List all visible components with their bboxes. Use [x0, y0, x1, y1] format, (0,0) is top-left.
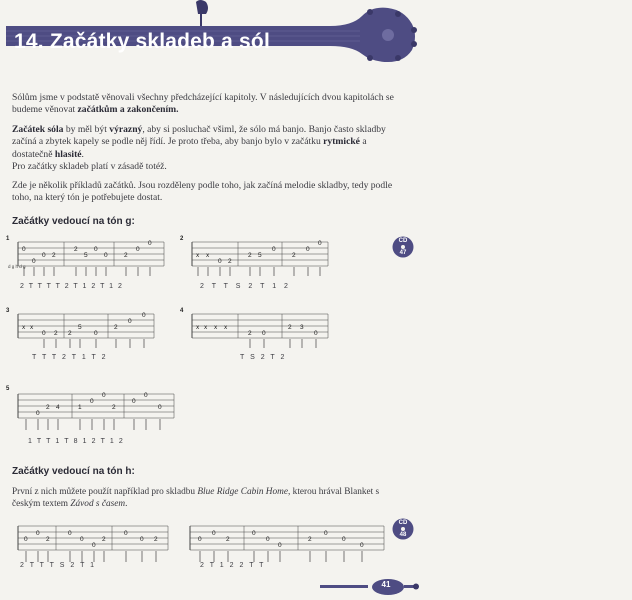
svg-text:x: x	[196, 252, 200, 259]
svg-text:0: 0	[124, 530, 128, 537]
svg-text:0: 0	[80, 536, 84, 543]
svg-text:0: 0	[360, 542, 364, 549]
text-segment: .	[125, 499, 128, 510]
svg-text:2: 2	[292, 252, 296, 259]
blue-ridge-paragraph	[12, 486, 404, 511]
svg-text:x: x	[196, 324, 200, 331]
svg-text:0: 0	[314, 330, 318, 337]
song-start-note: Pro začátky skladeb platí v zásadě totéž.	[12, 161, 167, 173]
svg-text:0: 0	[272, 246, 276, 253]
svg-text:2: 2	[288, 324, 292, 331]
svg-text:0: 0	[42, 330, 46, 337]
finger-labels-h-b: 2 T 1 2 2 T T	[200, 562, 266, 569]
svg-text:0: 0	[218, 258, 222, 265]
svg-text:0: 0	[90, 398, 94, 405]
text-segment: by měl být	[63, 124, 110, 135]
chapter-banner	[0, 0, 425, 70]
svg-text:3: 3	[300, 324, 304, 331]
finger-labels-5: 1 T T 1 T 8 1 2 T 1 2	[28, 438, 125, 445]
text-segment: První z nich můžete použít například pro skladbu	[12, 487, 198, 497]
svg-text:0: 0	[104, 252, 108, 259]
example-number: 4	[180, 308, 184, 314]
svg-text:4: 4	[56, 404, 60, 411]
page-number: 41	[381, 580, 391, 589]
svg-text:0: 0	[32, 258, 36, 265]
svg-text:0: 0	[342, 536, 346, 543]
tab-example-3	[8, 306, 158, 358]
emphasis-hlasite: hlasité	[54, 148, 82, 160]
example-number: 1	[6, 236, 10, 242]
svg-text:2: 2	[114, 324, 118, 331]
svg-text:2: 2	[68, 330, 72, 337]
cd-track-number: 48	[399, 532, 407, 538]
svg-text:0: 0	[132, 398, 136, 405]
finger-labels-h-a: 2 T T T S 2 T 1	[20, 562, 97, 569]
svg-text:0: 0	[128, 318, 132, 325]
svg-text:0: 0	[158, 404, 162, 411]
svg-text:0: 0	[148, 240, 152, 247]
svg-text:0: 0	[36, 530, 40, 537]
chapter-title: 14. Začátky skladeb a sól	[14, 30, 270, 53]
tab-example-4	[182, 306, 332, 358]
text-segment: a dostatečně	[12, 136, 367, 160]
svg-text:x: x	[30, 324, 34, 331]
example-number: 2	[180, 236, 184, 242]
example-number: 5	[6, 386, 10, 392]
svg-text:5: 5	[78, 324, 82, 331]
svg-text:2: 2	[124, 252, 128, 259]
svg-text:2: 2	[102, 536, 106, 543]
svg-text:0: 0	[142, 312, 146, 319]
banjo-footer-graphic	[320, 578, 420, 596]
finger-labels-3: T T T 2 T 1 T 2	[32, 354, 108, 361]
song-title-blue-ridge: Blue Ridge Cabin Home	[197, 487, 289, 497]
emphasis-vyrazny: výrazný	[109, 124, 143, 135]
svg-text:2: 2	[308, 536, 312, 543]
svg-text:2: 2	[46, 404, 50, 411]
examples-intro-paragraph	[12, 180, 404, 205]
text-segment: , aby si posluchač všiml, že sólo má banjo. Banjo často skladby začíná a zbytek kapely se podle něj řídí. Je proto třeba, aby banjo bylo v začátku	[12, 124, 386, 148]
svg-text:0: 0	[24, 536, 28, 543]
cd-label-top: CD	[398, 520, 408, 526]
section-heading-h: Začátky vedoucí na tón h:	[12, 466, 135, 477]
svg-text:0: 0	[306, 246, 310, 253]
emphasis-rytmicke: rytmické	[323, 136, 360, 148]
svg-text:0: 0	[318, 240, 322, 247]
svg-text:2: 2	[228, 258, 232, 265]
svg-text:2: 2	[248, 330, 252, 337]
svg-text:5: 5	[84, 252, 88, 259]
tab-example-1	[8, 234, 168, 286]
svg-text:2: 2	[226, 536, 230, 543]
svg-text:2: 2	[46, 536, 50, 543]
song-title-zavod: Závod s časem	[70, 499, 126, 510]
svg-text:0: 0	[262, 330, 266, 337]
tab-example-2	[182, 234, 332, 286]
svg-text:1: 1	[78, 404, 82, 411]
svg-text:2: 2	[112, 404, 116, 411]
svg-text:0: 0	[198, 536, 202, 543]
cd-track-number: 47	[399, 250, 407, 256]
svg-text:2: 2	[248, 252, 252, 259]
text-segment: , kterou hrával Blanket s českým textem	[12, 487, 380, 510]
svg-text:0: 0	[42, 252, 46, 259]
section-heading-g: Začátky vedoucí na tón g:	[12, 216, 135, 227]
tab-example-5	[8, 380, 178, 440]
svg-text:d g h d g: d g h d g	[8, 264, 26, 269]
svg-text:2: 2	[52, 252, 56, 259]
svg-text:0: 0	[266, 536, 270, 543]
text-segment: .	[81, 148, 84, 160]
svg-text:x: x	[206, 252, 210, 259]
svg-text:0: 0	[212, 530, 216, 537]
examples-intro-text: Zde je několik příkladů začátků. Jsou rozděleny podle toho, jak začíná melodie skladby, tedy podle toho, na který tón je potřebujete dostat.	[12, 180, 393, 204]
svg-text:0: 0	[140, 536, 144, 543]
svg-text:0: 0	[92, 542, 96, 549]
cd-label-top: CD	[398, 238, 408, 244]
svg-text:0: 0	[68, 530, 72, 537]
svg-text:0: 0	[94, 330, 98, 337]
svg-text:x: x	[204, 324, 208, 331]
svg-text:x: x	[224, 324, 228, 331]
finger-labels-2: 2 T T S 2 T 1 2	[200, 283, 291, 290]
svg-text:x: x	[214, 324, 218, 331]
svg-text:0: 0	[94, 246, 98, 253]
svg-text:x: x	[22, 324, 26, 331]
svg-text:0: 0	[324, 530, 328, 537]
intro-text: Sólům jsme v podstatě věnovali všechny předcházející kapitoly. V následujících dvou kapitolách se budeme věnovat	[12, 92, 394, 116]
svg-text:0: 0	[278, 542, 282, 549]
svg-text:0: 0	[22, 246, 26, 253]
svg-text:2: 2	[54, 330, 58, 337]
example-number: 3	[6, 308, 10, 314]
svg-text:5: 5	[258, 252, 262, 259]
finger-labels-4: T S 2 T 2	[240, 354, 287, 361]
solo-start-paragraph	[12, 124, 404, 174]
solo-start-term: Začátek sóla	[12, 124, 64, 135]
svg-text:0: 0	[136, 246, 140, 253]
svg-text:2: 2	[74, 246, 78, 253]
finger-labels-1: 2 T T T T 2 T 1 2 T 1 2	[20, 283, 124, 290]
svg-text:0: 0	[102, 392, 106, 399]
intro-emphasis: začátkům a zakončením.	[77, 104, 179, 116]
svg-text:2: 2	[154, 536, 158, 543]
svg-text:0: 0	[144, 392, 148, 399]
intro-paragraph	[12, 92, 404, 117]
svg-text:0: 0	[36, 410, 40, 417]
svg-text:0: 0	[252, 530, 256, 537]
